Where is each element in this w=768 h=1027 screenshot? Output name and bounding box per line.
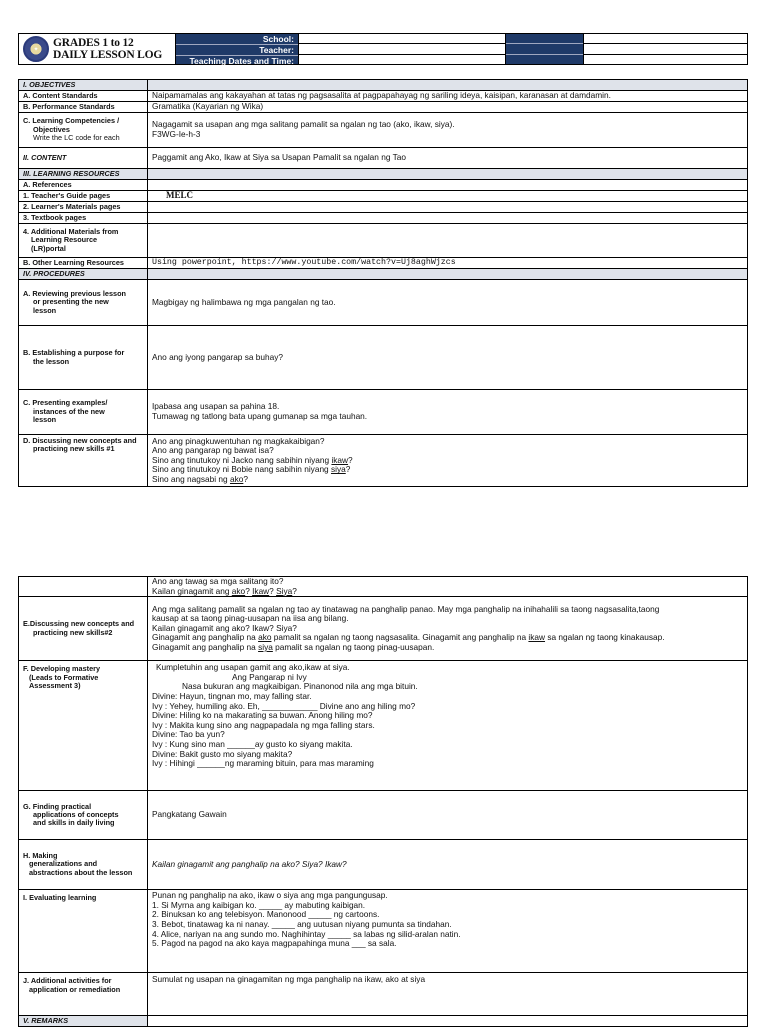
tb-label: 3. Textbook pages bbox=[19, 213, 148, 224]
procedure-g-label: G. Finding practical applications of concepts and skills in daily living bbox=[19, 791, 148, 840]
performance-standards-value: Gramatika (Kayarian ng Wika) bbox=[148, 102, 748, 113]
continued-d-value: Ano ang tawag sa mga salitang ito? Kailan ginagamit ang ako? Ikaw? Siya? bbox=[148, 577, 748, 597]
references-row bbox=[19, 180, 748, 191]
procedure-c-row bbox=[19, 390, 748, 435]
resources-heading-row bbox=[19, 169, 748, 180]
dates-label: Teaching Dates and Time: bbox=[189, 56, 294, 66]
procedure-f-value: Kumpletuhin ang usapan gamit ang ako,ikaw at siya. Ang Pangarap ni Ivy Nasa bukuran ang magkaibigan. Pinanonod nila ang mga bituin. Divine: Hayun, tingnan mo, may falling star. Ivy : Yehey, humiling ako. Eh, ____________ Divine ano ang hiling mo? Divine: Hiling ko na makarating sa buwan. Anong hiling mo? Ivy : Makita kung sino ang nagpapadala ng mga falling stars. Divine: Tao ba yun? Ivy : Kung sino man ______ay gusto ko siyang makita. Divine: Bakit gusto mo siyang makita? Ivy : Hihingi ______ng maraming bituin, para mas maraming bbox=[148, 661, 748, 791]
competencies-row bbox=[19, 113, 748, 148]
procedure-f-label: F. Developing mastery (Leads to Formative Assessment 3) bbox=[19, 661, 148, 791]
content-standards-value: Naipamamalas ang kakayahan at tatas ng pagsasalita at pagpapahayag ng sariling ideya, kaisipan, karanasan at damdamin. bbox=[148, 91, 748, 102]
procedures-heading: IV. PROCEDURES bbox=[19, 269, 148, 280]
lm-row bbox=[19, 202, 748, 213]
remarks-heading: V. REMARKS bbox=[19, 1016, 148, 1027]
tg-row bbox=[19, 191, 748, 202]
procedures-heading-row bbox=[19, 269, 748, 280]
procedure-e-label: E.Discussing new concepts and practicing new skills#2 bbox=[19, 597, 148, 661]
objectives-heading: I. OBJECTIVES bbox=[19, 80, 148, 91]
other-resources-row bbox=[19, 258, 748, 269]
dates-field[interactable] bbox=[299, 55, 505, 64]
header-title-line1: GRADES 1 to 12 bbox=[53, 37, 134, 49]
teacher-label: Teacher: bbox=[176, 45, 298, 56]
grade-field[interactable] bbox=[584, 34, 747, 44]
content-row bbox=[19, 148, 748, 169]
lesson-log-table-page1 bbox=[18, 79, 748, 487]
objectives-heading-row bbox=[19, 80, 748, 91]
teacher-field[interactable] bbox=[299, 44, 505, 54]
header-input-column bbox=[299, 34, 506, 64]
procedure-b-row bbox=[19, 326, 748, 390]
procedure-a-value: Magbigay ng halimbawa ng mga pangalan ng tao. bbox=[148, 280, 748, 326]
other-resources-label: B. Other Learning Resources bbox=[19, 258, 148, 269]
content-heading: II. CONTENT bbox=[19, 148, 148, 169]
procedure-h-row bbox=[19, 840, 748, 890]
remarks-row bbox=[19, 1016, 748, 1027]
header-labels bbox=[176, 34, 299, 64]
header-grade-fields bbox=[584, 34, 747, 64]
lm-label: 2. Learner's Materials pages bbox=[19, 202, 148, 213]
header-logo-cell bbox=[19, 34, 176, 64]
lr-label: 4. Additional Materials from Learning Resource (LR)portal bbox=[19, 224, 148, 258]
other-resources-value: Using powerpoint, https://www.youtube.com/watch?v=Uj8aghWjzcs bbox=[148, 258, 748, 269]
performance-standards-row bbox=[19, 102, 748, 113]
resources-heading: III. LEARNING RESOURCES bbox=[19, 169, 148, 180]
school-label: School: bbox=[176, 34, 298, 45]
continued-d-row bbox=[19, 577, 748, 597]
content-standards-row bbox=[19, 91, 748, 102]
subject-field[interactable] bbox=[584, 44, 747, 54]
procedure-i-value: Punan ng panghalip na ako, ikaw o siya ang mga pangungusap. 1. Si Myrna ang kaibigan ko. _____ ay mabuting kaibigan. 2. Binuksan ko ang telebisyon. Manonood _____ ng cartoons. 3. Bebot, tinatawag ka ni nanay. _____ ang uutusan niyang pumunta sa tindahan. 4. Alice, nariyan na ang sundo mo. Naghihintay _____ sa labas ng silid-aralan natin. 5. Pagod na pagod na ako kaya magpapahinga muna ___ sa sala. bbox=[148, 890, 748, 973]
procedure-h-label: H. Making generalizations and abstractions about the lesson bbox=[19, 840, 148, 890]
procedure-d-label: D. Discussing new concepts and practicing new skills #1 bbox=[19, 435, 148, 487]
procedure-g-row bbox=[19, 791, 748, 840]
content-standards-label: A. Content Standards bbox=[19, 91, 148, 102]
procedure-e-row bbox=[19, 597, 748, 661]
content-value: Paggamit ang Ako, Ikaw at Siya sa Usapan Pamalit sa ngalan ng Tao bbox=[148, 148, 748, 169]
performance-standards-label: B. Performance Standards bbox=[19, 102, 148, 113]
procedure-d-value: Ano ang pinagkuwentuhan ng magkakaibigan? Ano ang pangarap ng bawat isa? Sino ang tinutukoy ni Jacko nang sabihin niyang ikaw? Sino ang tinutukoy ni Bobie nang sabihin niyang siya? Sino ang nagsabi ng ako? bbox=[148, 435, 748, 487]
school-field[interactable] bbox=[299, 34, 505, 44]
procedure-a-label: A. Reviewing previous lesson or presenting the new lesson bbox=[19, 280, 148, 326]
deped-seal-icon: ✦ bbox=[23, 36, 49, 62]
header-title bbox=[53, 37, 162, 61]
tb-row bbox=[19, 213, 748, 224]
procedure-j-label: J. Additional activities for application or remediation bbox=[19, 973, 148, 1016]
procedure-i-label: I. Evaluating learning bbox=[19, 890, 148, 973]
procedure-b-value: Ano ang iyong pangarap sa buhay? bbox=[148, 326, 748, 390]
competencies-label: C. Learning Competencies / Objectives Write the LC code for each bbox=[19, 113, 148, 148]
procedure-a-row bbox=[19, 280, 748, 326]
procedure-g-value: Pangkatang Gawain bbox=[148, 791, 748, 840]
tg-label: 1. Teacher's Guide pages bbox=[19, 191, 148, 202]
lesson-log-table-page2 bbox=[18, 576, 748, 1027]
procedure-c-value: Ipabasa ang usapan sa pahina 18. Tumawag ng tatlong bata upang gumanap sa mga tauhan. bbox=[148, 390, 748, 435]
procedure-c-label: C. Presenting examples/ instances of the new lesson bbox=[19, 390, 148, 435]
header-title-line2: DAILY LESSON LOG bbox=[53, 49, 163, 61]
competencies-value: Nagagamit sa usapan ang mga salitang pamalit sa ngalan ng tao (ako, ikaw, siya). F3WG-Ie-h-3 bbox=[148, 113, 748, 148]
procedure-f-row bbox=[19, 661, 748, 791]
procedure-j-value: Sumulat ng usapan na ginagamitan ng mga panghalip na ikaw, ako at siya bbox=[148, 973, 748, 1016]
procedure-d-row bbox=[19, 435, 748, 487]
header-grade-labels bbox=[506, 34, 584, 64]
lr-row bbox=[19, 224, 748, 258]
procedure-h-value: Kailan ginagamit ang panghalip na ako? Siya? Ikaw? bbox=[148, 840, 748, 890]
quarter-field[interactable] bbox=[584, 55, 747, 64]
references-label: A. References bbox=[19, 180, 148, 191]
tg-value: MELC bbox=[148, 191, 748, 202]
header-table bbox=[18, 33, 748, 65]
procedure-e-value: Ang mga salitang pamalit sa ngalan ng tao ay tinatawag na panghalip panao. May mga panghalip na inihahalili sa taong nagsasalita,taong kausap at sa taong pinag-uusapan na iisa ang bilang. Kailan ginagamit ang ako? Ikaw? Siya? Ginagamit ang panghalip na ako pamalit sa ngalan ng taong nagsasalita. Ginagamit ang panghalip na ikaw sa ngalan ng taong kinakausap. Ginagamit ang panghalip na siya pamalit sa ngalan ng taong pinag-uusapan. bbox=[148, 597, 748, 661]
procedure-j-row bbox=[19, 973, 748, 1016]
procedure-i-row bbox=[19, 890, 748, 973]
procedure-b-label: B. Establishing a purpose for the lesson bbox=[19, 326, 148, 390]
